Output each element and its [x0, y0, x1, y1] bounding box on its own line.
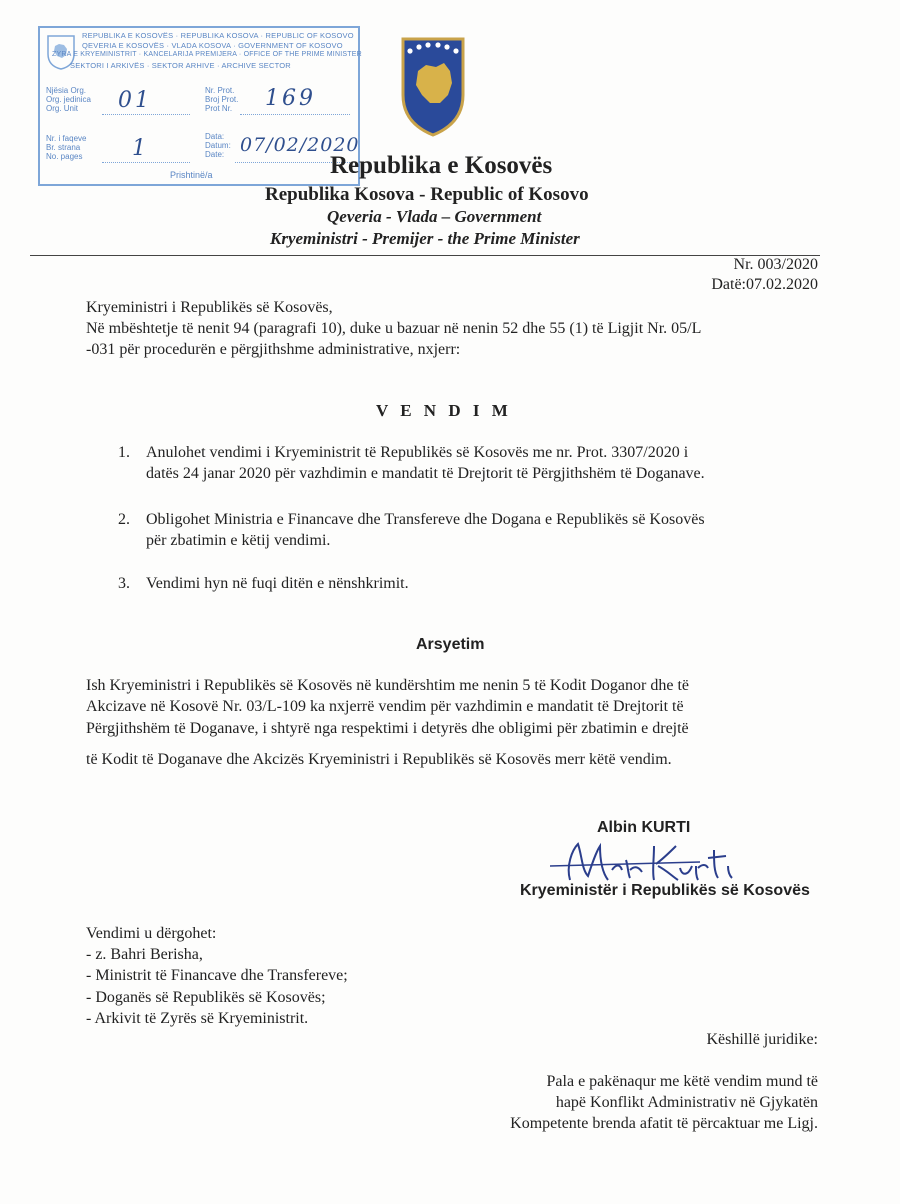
- distribution-item: - z. Bahri Berisha,: [86, 946, 203, 963]
- coat-of-arms-icon: [400, 37, 466, 137]
- distribution-item: - Ministrit të Financave dhe Transfereve;: [86, 967, 348, 984]
- distribution-intro: Vendimi u dërgohet:: [86, 925, 217, 942]
- legal-advice-line: Pala e pakënaqur me këtë vendim mund të: [546, 1073, 818, 1090]
- reasoning-line: Përgjithshëm të Doganave, i shtyrë nga respektimi i detyrës dhe obligimi për zbatimin e drejtë: [86, 720, 689, 737]
- signatory-title: Kryeministër i Republikës së Kosovës: [520, 882, 810, 899]
- legal-advice-title: Këshillë juridike:: [706, 1031, 818, 1048]
- header-government: Qeveria - Vlada – Government: [327, 207, 542, 226]
- stamp-org-unit-label: Njësia Org. Org. jedinica Org. Unit: [46, 86, 91, 113]
- stamp-header-line: QEVERIA E KOSOVËS · VLADA KOSOVA · GOVERNMENT OF KOSOVO: [82, 41, 343, 50]
- header-divider: [30, 255, 820, 256]
- stamp-date-value: 07/02/2020: [240, 134, 360, 156]
- reasoning-title: Arsyetim: [416, 636, 485, 653]
- legal-advice-line: Kompetente brenda afatit të përcaktuar me Ligj.: [510, 1115, 818, 1132]
- stamp-org-unit-value: 01: [118, 88, 152, 113]
- handwritten-signature-icon: [530, 836, 750, 888]
- decision-item-number: 1.: [118, 444, 130, 461]
- decision-item-text: Anulohet vendimi i Kryeministrit të Republikës së Kosovës me nr. Prot. 3307/2020 i: [146, 444, 689, 461]
- stamp-city: Prishtinë/a: [170, 170, 213, 180]
- stamp-header-line: ZYRA E KRYEMINISTRIT · KANCELARIJA PREMIJERA · OFFICE OF THE PRIME MINISTER: [52, 51, 362, 58]
- decision-item-number: 2.: [118, 511, 130, 528]
- stamp-date-label: Data: Datum: Date:: [205, 132, 231, 159]
- decision-title: V E N D I M: [376, 401, 512, 420]
- header-republic-multilingual: Republika Kosova - Republic of Kosovo: [265, 184, 589, 205]
- decision-item-text: Vendimi hyn në fuqi ditën e nënshkrimit.: [146, 575, 409, 592]
- reasoning-line: të Kodit të Doganave dhe Akcizës Kryeministri i Republikës së Kosovës merr këtë vendim.: [86, 751, 672, 768]
- stamp-prot-value: 169: [265, 86, 316, 111]
- decision-item-number: 3.: [118, 575, 130, 592]
- archive-stamp: [38, 26, 360, 186]
- reasoning-line: Akcizave në Kosovë Nr. 03/L-109 ka nxjerrë vendim për vazhdimin e mandatit të Drejtorit të: [86, 698, 684, 715]
- stamp-prot-label: Nr. Prot. Broj Prot. Prot Nr.: [205, 86, 239, 113]
- decision-item-text: datës 24 janar 2020 për vazhdimin e mandatit të Drejtorit të Përgjithshëm të Doganave.: [146, 465, 705, 482]
- decision-item-text: Obligohet Ministria e Financave dhe Transfereve dhe Dogana e Republikës së Kosovës: [146, 511, 705, 528]
- reasoning-line: Ish Kryeministri i Republikës së Kosovës në kundërshtim me nenin 5 të Kodit Doganor dhe të: [86, 677, 690, 694]
- document-date: Datë:07.02.2020: [711, 276, 818, 293]
- stamp-pages-label: Nr. i faqeve Br. strana No. pages: [46, 134, 87, 161]
- document-number: Nr. 003/2020: [733, 256, 818, 273]
- legal-advice-line: hapë Konflikt Administrativ në Gjykatën: [555, 1094, 818, 1111]
- distribution-item: - Arkivit të Zyrës së Kryeministrit.: [86, 1010, 309, 1027]
- preamble-legal-basis-cont: -031 për procedurën e përgjithshme administrative, nxjerr:: [86, 341, 461, 358]
- header-republic-albanian: Republika e Kosovës: [330, 152, 553, 179]
- header-prime-minister: Kryeministri - Premijer - the Prime Minister: [270, 229, 580, 248]
- decision-item-text: për zbatimin e këtij vendimi.: [146, 532, 331, 549]
- stamp-header-line: REPUBLIKA E KOSOVËS · REPUBLIKA KOSOVA · REPUBLIC OF KOSOVO: [82, 31, 354, 40]
- distribution-item: - Doganës së Republikës së Kosovës;: [86, 989, 326, 1006]
- signatory-name: Albin KURTI: [597, 819, 691, 836]
- stamp-pages-value: 1: [132, 136, 149, 161]
- stamp-header-line: SEKTORI I ARKIVËS · SEKTOR ARHIVE · ARCHIVE SECTOR: [70, 61, 291, 70]
- preamble-issuer: Kryeministri i Republikës së Kosovës,: [86, 299, 333, 316]
- preamble-legal-basis: Në mbështetje të nenit 94 (paragrafi 10), duke u bazuar në nenin 52 dhe 55 (1) të Ligjit Nr. 05/L: [86, 320, 702, 337]
